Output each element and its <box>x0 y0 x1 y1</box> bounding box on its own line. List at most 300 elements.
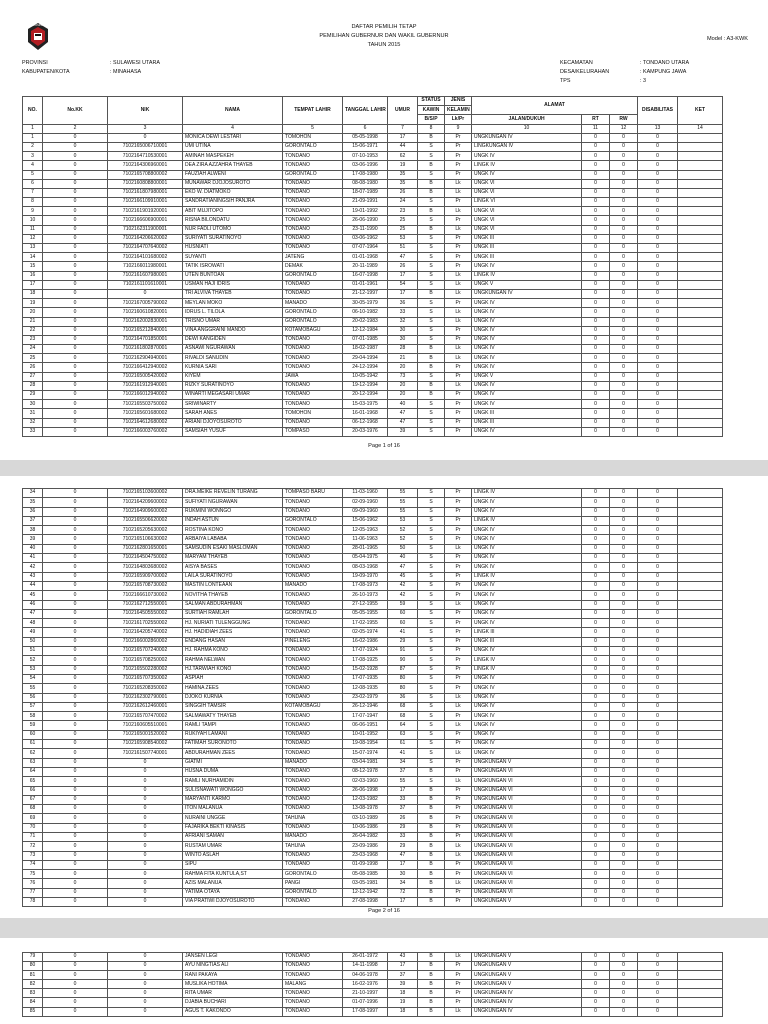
cell-umur: 47 <box>388 418 418 427</box>
cell-nokk: 0 <box>43 418 108 427</box>
cell-tanggal-lahir: 26-10-1973 <box>343 591 388 600</box>
cell-nokk: 0 <box>43 133 108 142</box>
cell-no: 45 <box>23 591 43 600</box>
cell-rt: 0 <box>582 600 610 609</box>
cell-nik: 0 <box>108 860 183 869</box>
cell-umur: 17 <box>388 898 418 907</box>
cell-rt: 0 <box>582 198 610 207</box>
cell-rw: 0 <box>610 600 638 609</box>
cell-tempat-lahir: GORONTALO <box>283 170 343 179</box>
cell-ket <box>678 516 723 525</box>
cell-no: 13 <box>23 244 43 253</box>
cell-nama: HJ. NURIATI TULENGGUNG <box>183 619 283 628</box>
cell-umur: 90 <box>388 656 418 665</box>
cell-nokk: 0 <box>43 637 108 646</box>
table-row <box>23 767 723 776</box>
cell-status-kawin: S <box>418 609 445 618</box>
cell-jalan: UNGKUNGAN IV <box>472 133 582 142</box>
cell-tanggal-lahir: 28-01-1965 <box>343 544 388 553</box>
cell-rw: 0 <box>610 498 638 507</box>
cell-jenis-kelamin: Pr <box>445 391 472 400</box>
table-row <box>23 832 723 841</box>
table-row <box>23 516 723 525</box>
cell-umur: 30 <box>388 870 418 879</box>
cell-ket <box>678 953 723 962</box>
cell-disabilitas: 0 <box>638 507 678 516</box>
cell-jalan: UNGK IV <box>472 170 582 179</box>
cell-tempat-lahir: TAHUNA <box>283 814 343 823</box>
cell-nokk: 0 <box>43 409 108 418</box>
cell-tempat-lahir: TONDANO <box>283 953 343 962</box>
cell-nik: 7102167005790002 <box>108 299 183 308</box>
cell-no: 8 <box>23 198 43 207</box>
table-row <box>23 308 723 317</box>
cell-umur: 40 <box>388 400 418 409</box>
cell-jalan: LINGK III <box>472 628 582 637</box>
cell-nama: LAILA SURATINOYO <box>183 572 283 581</box>
cell-rt: 0 <box>582 234 610 243</box>
cell-ket <box>678 795 723 804</box>
column-number: 9 <box>445 124 472 133</box>
cell-disabilitas: 0 <box>638 767 678 776</box>
cell-disabilitas: 0 <box>638 879 678 888</box>
cell-rt: 0 <box>582 354 610 363</box>
cell-nik: 7102165707350002 <box>108 674 183 683</box>
cell-jalan: UNGK IV <box>472 345 582 354</box>
cell-nama: MARYAM THAYEB <box>183 554 283 563</box>
cell-nokk: 0 <box>43 198 108 207</box>
cell-status-kawin: S <box>418 372 445 381</box>
cell-rw: 0 <box>610 400 638 409</box>
cell-rt: 0 <box>582 326 610 335</box>
cell-jenis-kelamin: Pr <box>445 814 472 823</box>
cell-tempat-lahir: TONDANO <box>283 280 343 289</box>
cell-nik: 7102165502280002 <box>108 665 183 674</box>
cell-rt: 0 <box>582 253 610 262</box>
cell-rw: 0 <box>610 554 638 563</box>
cell-jenis-kelamin: Lk <box>445 225 472 234</box>
cell-rt: 0 <box>582 409 610 418</box>
cell-rt: 0 <box>582 842 610 851</box>
cell-jalan: UNGK IV <box>472 363 582 372</box>
cell-no: 23 <box>23 335 43 344</box>
cell-status-kawin: B <box>418 823 445 832</box>
cell-status-kawin: S <box>418 489 445 498</box>
cell-nik: 7102161702550002 <box>108 619 183 628</box>
cell-nik: 7102164306960001 <box>108 161 183 170</box>
cell-ket <box>678 656 723 665</box>
cell-nama: DRA.MEIKE REVELIN TURANG <box>183 489 283 498</box>
cell-tempat-lahir: TONDANO <box>283 721 343 730</box>
table-row <box>23 860 723 869</box>
cell-jalan: UNGK IV <box>472 507 582 516</box>
cell-tanggal-lahir: 21-12-1997 <box>343 289 388 298</box>
cell-disabilitas: 0 <box>638 758 678 767</box>
column-number: 14 <box>678 124 723 133</box>
cell-umur: 68 <box>388 702 418 711</box>
cell-disabilitas: 0 <box>638 170 678 179</box>
cell-jenis-kelamin: Pr <box>445 563 472 572</box>
cell-ket <box>678 989 723 998</box>
cell-jalan: UNGK IV <box>472 381 582 390</box>
cell-tanggal-lahir: 19-01-1992 <box>343 207 388 216</box>
cell-jenis-kelamin: Pr <box>445 740 472 749</box>
table-row <box>23 637 723 646</box>
cell-no: 9 <box>23 207 43 216</box>
cell-umur: 39 <box>388 980 418 989</box>
cell-jenis-kelamin: Pr <box>445 767 472 776</box>
cell-ket <box>678 363 723 372</box>
table-row <box>23 823 723 832</box>
cell-jenis-kelamin: Pr <box>445 786 472 795</box>
cell-nama: AMINAH MASPEKEH <box>183 152 283 161</box>
cell-jalan: UNGK IV <box>472 591 582 600</box>
cell-rt: 0 <box>582 335 610 344</box>
table-row <box>23 740 723 749</box>
cell-jenis-kelamin: Lk <box>445 721 472 730</box>
cell-nokk: 0 <box>43 619 108 628</box>
cell-tempat-lahir: TONDANO <box>283 786 343 795</box>
cell-jenis-kelamin: Lk <box>445 851 472 860</box>
cell-ket <box>678 280 723 289</box>
cell-nama: JANSEN LEGI <box>183 953 283 962</box>
cell-umur: 41 <box>388 628 418 637</box>
cell-tanggal-lahir: 15-03-1975 <box>343 400 388 409</box>
cell-no: 73 <box>23 851 43 860</box>
col-tempat-lahir: TEMPAT LAHIR <box>283 97 343 125</box>
cell-jenis-kelamin: Pr <box>445 170 472 179</box>
table-row <box>23 656 723 665</box>
cell-umur: 29 <box>388 637 418 646</box>
cell-tempat-lahir: TONDANO <box>283 345 343 354</box>
cell-umur: 52 <box>388 535 418 544</box>
cell-rt: 0 <box>582 152 610 161</box>
cell-no: 17 <box>23 280 43 289</box>
column-number: 3 <box>108 124 183 133</box>
cell-ket <box>678 888 723 897</box>
table-row <box>23 345 723 354</box>
cell-rw: 0 <box>610 179 638 188</box>
cell-status-kawin: S <box>418 516 445 525</box>
cell-disabilitas: 0 <box>638 563 678 572</box>
doc-year: TAHUN 2015 <box>367 42 401 48</box>
cell-umur: 18 <box>388 1007 418 1016</box>
cell-jalan: UNGK IV <box>472 326 582 335</box>
cell-ket <box>678 161 723 170</box>
cell-jalan: UNGKUNGAN VI <box>472 842 582 851</box>
cell-tanggal-lahir: 26-01-1972 <box>343 953 388 962</box>
cell-jalan: UNGK IV <box>472 526 582 535</box>
cell-nik: 0 <box>108 980 183 989</box>
cell-nama: MONICA DEWI LESTARI <box>183 133 283 142</box>
table-row <box>23 665 723 674</box>
cell-rw: 0 <box>610 152 638 161</box>
cell-umur: 51 <box>388 244 418 253</box>
column-number: 6 <box>343 124 388 133</box>
cell-ket <box>678 345 723 354</box>
kecamatan-label: KECAMATAN <box>560 60 593 66</box>
cell-tempat-lahir: TONDANO <box>283 544 343 553</box>
cell-umur: 47 <box>388 851 418 860</box>
cell-rw: 0 <box>610 998 638 1007</box>
cell-ket <box>678 702 723 711</box>
cell-nik: 7102162904940001 <box>108 354 183 363</box>
cell-disabilitas: 0 <box>638 400 678 409</box>
cell-jenis-kelamin: Lk <box>445 354 472 363</box>
cell-jenis-kelamin: Pr <box>445 198 472 207</box>
cell-tanggal-lahir: 12-08-1935 <box>343 684 388 693</box>
cell-umur: 30 <box>388 335 418 344</box>
cell-no: 49 <box>23 628 43 637</box>
cell-rt: 0 <box>582 693 610 702</box>
cell-status-kawin: B <box>418 842 445 851</box>
cell-rt: 0 <box>582 1007 610 1016</box>
cell-tanggal-lahir: 05-08-1985 <box>343 870 388 879</box>
cell-umur: 55 <box>388 507 418 516</box>
table-row <box>23 498 723 507</box>
cell-jalan: LINGK IV <box>472 161 582 170</box>
cell-rt: 0 <box>582 888 610 897</box>
table-row <box>23 684 723 693</box>
cell-rw: 0 <box>610 989 638 998</box>
cell-nik: 7102164909600002 <box>108 507 183 516</box>
cell-nik: 7102161507740001 <box>108 749 183 758</box>
cell-rw: 0 <box>610 814 638 823</box>
cell-nik: 7102162311900001 <box>108 225 183 234</box>
cell-tanggal-lahir: 27-12-1955 <box>343 600 388 609</box>
cell-rt: 0 <box>582 317 610 326</box>
cell-rw: 0 <box>610 427 638 436</box>
cell-no: 40 <box>23 544 43 553</box>
cell-nik: 0 <box>108 1007 183 1016</box>
cell-nik: 7102165708250002 <box>108 656 183 665</box>
cell-tanggal-lahir: 20-03-1976 <box>343 427 388 436</box>
table-row <box>23 188 723 197</box>
table-row <box>23 489 723 498</box>
cell-jalan: UNGK IV <box>472 308 582 317</box>
cell-jenis-kelamin: Pr <box>445 535 472 544</box>
cell-nokk: 0 <box>43 161 108 170</box>
voter-table-page-2 <box>22 488 723 907</box>
cell-umur: 91 <box>388 647 418 656</box>
cell-tanggal-lahir: 03-06-1962 <box>343 234 388 243</box>
cell-status-kawin: B <box>418 786 445 795</box>
cell-tempat-lahir: TONDANO <box>283 554 343 563</box>
table-row <box>23 674 723 683</box>
cell-jenis-kelamin: Pr <box>445 980 472 989</box>
cell-ket <box>678 133 723 142</box>
cell-jenis-kelamin: Pr <box>445 554 472 563</box>
cell-status-kawin: S <box>418 253 445 262</box>
cell-ket <box>678 684 723 693</box>
cell-status-kawin: S <box>418 628 445 637</box>
cell-tempat-lahir: TONDANO <box>283 740 343 749</box>
cell-umur: 23 <box>388 207 418 216</box>
cell-tempat-lahir: TONDANO <box>283 600 343 609</box>
cell-jalan: UNGK IV <box>472 391 582 400</box>
cell-nokk: 0 <box>43 953 108 962</box>
cell-tempat-lahir: GORONTALO <box>283 308 343 317</box>
cell-nokk: 0 <box>43 684 108 693</box>
cell-umur: 26 <box>388 188 418 197</box>
cell-ket <box>678 225 723 234</box>
cell-nokk: 0 <box>43 326 108 335</box>
cell-tanggal-lahir: 05-04-1975 <box>343 554 388 563</box>
cell-no: 74 <box>23 860 43 869</box>
cell-nama: SANDRATIANINGSIH PANJRA <box>183 198 283 207</box>
cell-tanggal-lahir: 10-06-1986 <box>343 823 388 832</box>
cell-umur: 17 <box>388 962 418 971</box>
cell-ket <box>678 427 723 436</box>
cell-tempat-lahir: GORONTALO <box>283 142 343 151</box>
cell-nik: 7102165005420002 <box>108 372 183 381</box>
table-row <box>23 721 723 730</box>
cell-umur: 54 <box>388 280 418 289</box>
cell-tempat-lahir: TONDANO <box>283 507 343 516</box>
cell-nama: SALMAN ABDURAHMAN <box>183 600 283 609</box>
cell-nokk: 0 <box>43 879 108 888</box>
cell-nik: 7102165503750002 <box>108 400 183 409</box>
cell-ket <box>678 767 723 776</box>
cell-jalan: UNGK IV <box>472 702 582 711</box>
cell-status-kawin: S <box>418 317 445 326</box>
cell-rt: 0 <box>582 823 610 832</box>
cell-nama: RUSTAM UMAR <box>183 842 283 851</box>
cell-disabilitas: 0 <box>638 1007 678 1016</box>
cell-tempat-lahir: TONDANO <box>283 684 343 693</box>
cell-umur: 34 <box>388 879 418 888</box>
cell-rw: 0 <box>610 870 638 879</box>
cell-no: 15 <box>23 262 43 271</box>
cell-jenis-kelamin: Lk <box>445 345 472 354</box>
cell-nik: 0 <box>108 842 183 851</box>
table-row <box>23 851 723 860</box>
cell-nik: 7102161807980001 <box>108 188 183 197</box>
cell-tempat-lahir: TONDANO <box>283 860 343 869</box>
cell-status-kawin: B <box>418 391 445 400</box>
cell-jalan: UNGK IV <box>472 563 582 572</box>
table-row <box>23 953 723 962</box>
cell-tempat-lahir: JATENG <box>283 253 343 262</box>
cell-rw: 0 <box>610 335 638 344</box>
cell-jalan: LINGK IV <box>472 665 582 674</box>
cell-nama: MASTIN LONTEAAN <box>183 581 283 590</box>
cell-tempat-lahir: TONDANO <box>283 363 343 372</box>
cell-ket <box>678 544 723 553</box>
cell-tanggal-lahir: 01-09-1998 <box>343 860 388 869</box>
cell-nama: YATIMA OTAYA <box>183 888 283 897</box>
cell-nama: INDAH ASTUN <box>183 516 283 525</box>
cell-rt: 0 <box>582 170 610 179</box>
cell-rt: 0 <box>582 498 610 507</box>
cell-tempat-lahir: MANADO <box>283 758 343 767</box>
cell-nik: 0 <box>108 962 183 971</box>
cell-rt: 0 <box>582 665 610 674</box>
cell-nokk: 0 <box>43 805 108 814</box>
cell-nokk: 0 <box>43 170 108 179</box>
cell-rw: 0 <box>610 749 638 758</box>
cell-umur: 37 <box>388 767 418 776</box>
cell-umur: 18 <box>388 989 418 998</box>
cell-jalan: UNGKUNGAN VI <box>472 832 582 841</box>
cell-disabilitas: 0 <box>638 740 678 749</box>
cell-no: 58 <box>23 712 43 721</box>
cell-jalan: UNGK III <box>472 418 582 427</box>
cell-umur: 17 <box>388 860 418 869</box>
cell-nokk: 0 <box>43 363 108 372</box>
cell-disabilitas: 0 <box>638 516 678 525</box>
cell-rt: 0 <box>582 391 610 400</box>
logo-lettering: KOMISI <box>33 24 43 27</box>
cell-nik: 7102160605510001 <box>108 721 183 730</box>
cell-umur: 35 <box>388 170 418 179</box>
cell-nama: EKO W. DIATMOKO <box>183 188 283 197</box>
cell-disabilitas: 0 <box>638 489 678 498</box>
cell-disabilitas: 0 <box>638 280 678 289</box>
cell-rw: 0 <box>610 280 638 289</box>
cell-status-kawin: B <box>418 832 445 841</box>
cell-rt: 0 <box>582 619 610 628</box>
cell-jenis-kelamin: Pr <box>445 409 472 418</box>
cell-ket <box>678 207 723 216</box>
cell-nama: SUYANTI <box>183 253 283 262</box>
table-row <box>23 363 723 372</box>
cell-nama: HUSNA DUMA <box>183 767 283 776</box>
cell-jenis-kelamin: Lk <box>445 842 472 851</box>
cell-tanggal-lahir: 01-01-1961 <box>343 280 388 289</box>
column-number: 10 <box>472 124 582 133</box>
cell-jenis-kelamin: Pr <box>445 133 472 142</box>
cell-jenis-kelamin: Pr <box>445 152 472 161</box>
cell-rt: 0 <box>582 758 610 767</box>
cell-nik: 7102164209600002 <box>108 498 183 507</box>
table-row <box>23 418 723 427</box>
cell-no: 19 <box>23 299 43 308</box>
cell-tempat-lahir: MANADO <box>283 299 343 308</box>
cell-disabilitas: 0 <box>638 805 678 814</box>
cell-rt: 0 <box>582 879 610 888</box>
column-number: 8 <box>418 124 445 133</box>
cell-ket <box>678 870 723 879</box>
cell-jalan: UNGK VI <box>472 225 582 234</box>
cell-status-kawin: B <box>418 953 445 962</box>
cell-jalan: UNGKUNGAN VI <box>472 870 582 879</box>
cell-disabilitas: 0 <box>638 637 678 646</box>
cell-jalan: UNGK IV <box>472 317 582 326</box>
cell-rw: 0 <box>610 354 638 363</box>
cell-nokk: 0 <box>43 308 108 317</box>
cell-nik: 7102160808800001 <box>108 179 183 188</box>
cell-rw: 0 <box>610 581 638 590</box>
cell-disabilitas: 0 <box>638 409 678 418</box>
cell-nik: 7102165908540002 <box>108 740 183 749</box>
cell-nama: UTEN BUNTOAN <box>183 271 283 280</box>
cell-jenis-kelamin: Pr <box>445 363 472 372</box>
cell-rw: 0 <box>610 619 638 628</box>
cell-ket <box>678 637 723 646</box>
cell-nik: 7102162302790001 <box>108 693 183 702</box>
cell-disabilitas: 0 <box>638 335 678 344</box>
cell-jalan: UNGKUNGAN V <box>472 980 582 989</box>
cell-no: 35 <box>23 498 43 507</box>
cell-ket <box>678 647 723 656</box>
cell-jenis-kelamin: Pr <box>445 962 472 971</box>
cell-nama: HJ. RAHMA KONO <box>183 647 283 656</box>
cell-no: 6 <box>23 179 43 188</box>
table-row <box>23 179 723 188</box>
cell-tempat-lahir: TONDANO <box>283 647 343 656</box>
cell-umur: 20 <box>388 363 418 372</box>
